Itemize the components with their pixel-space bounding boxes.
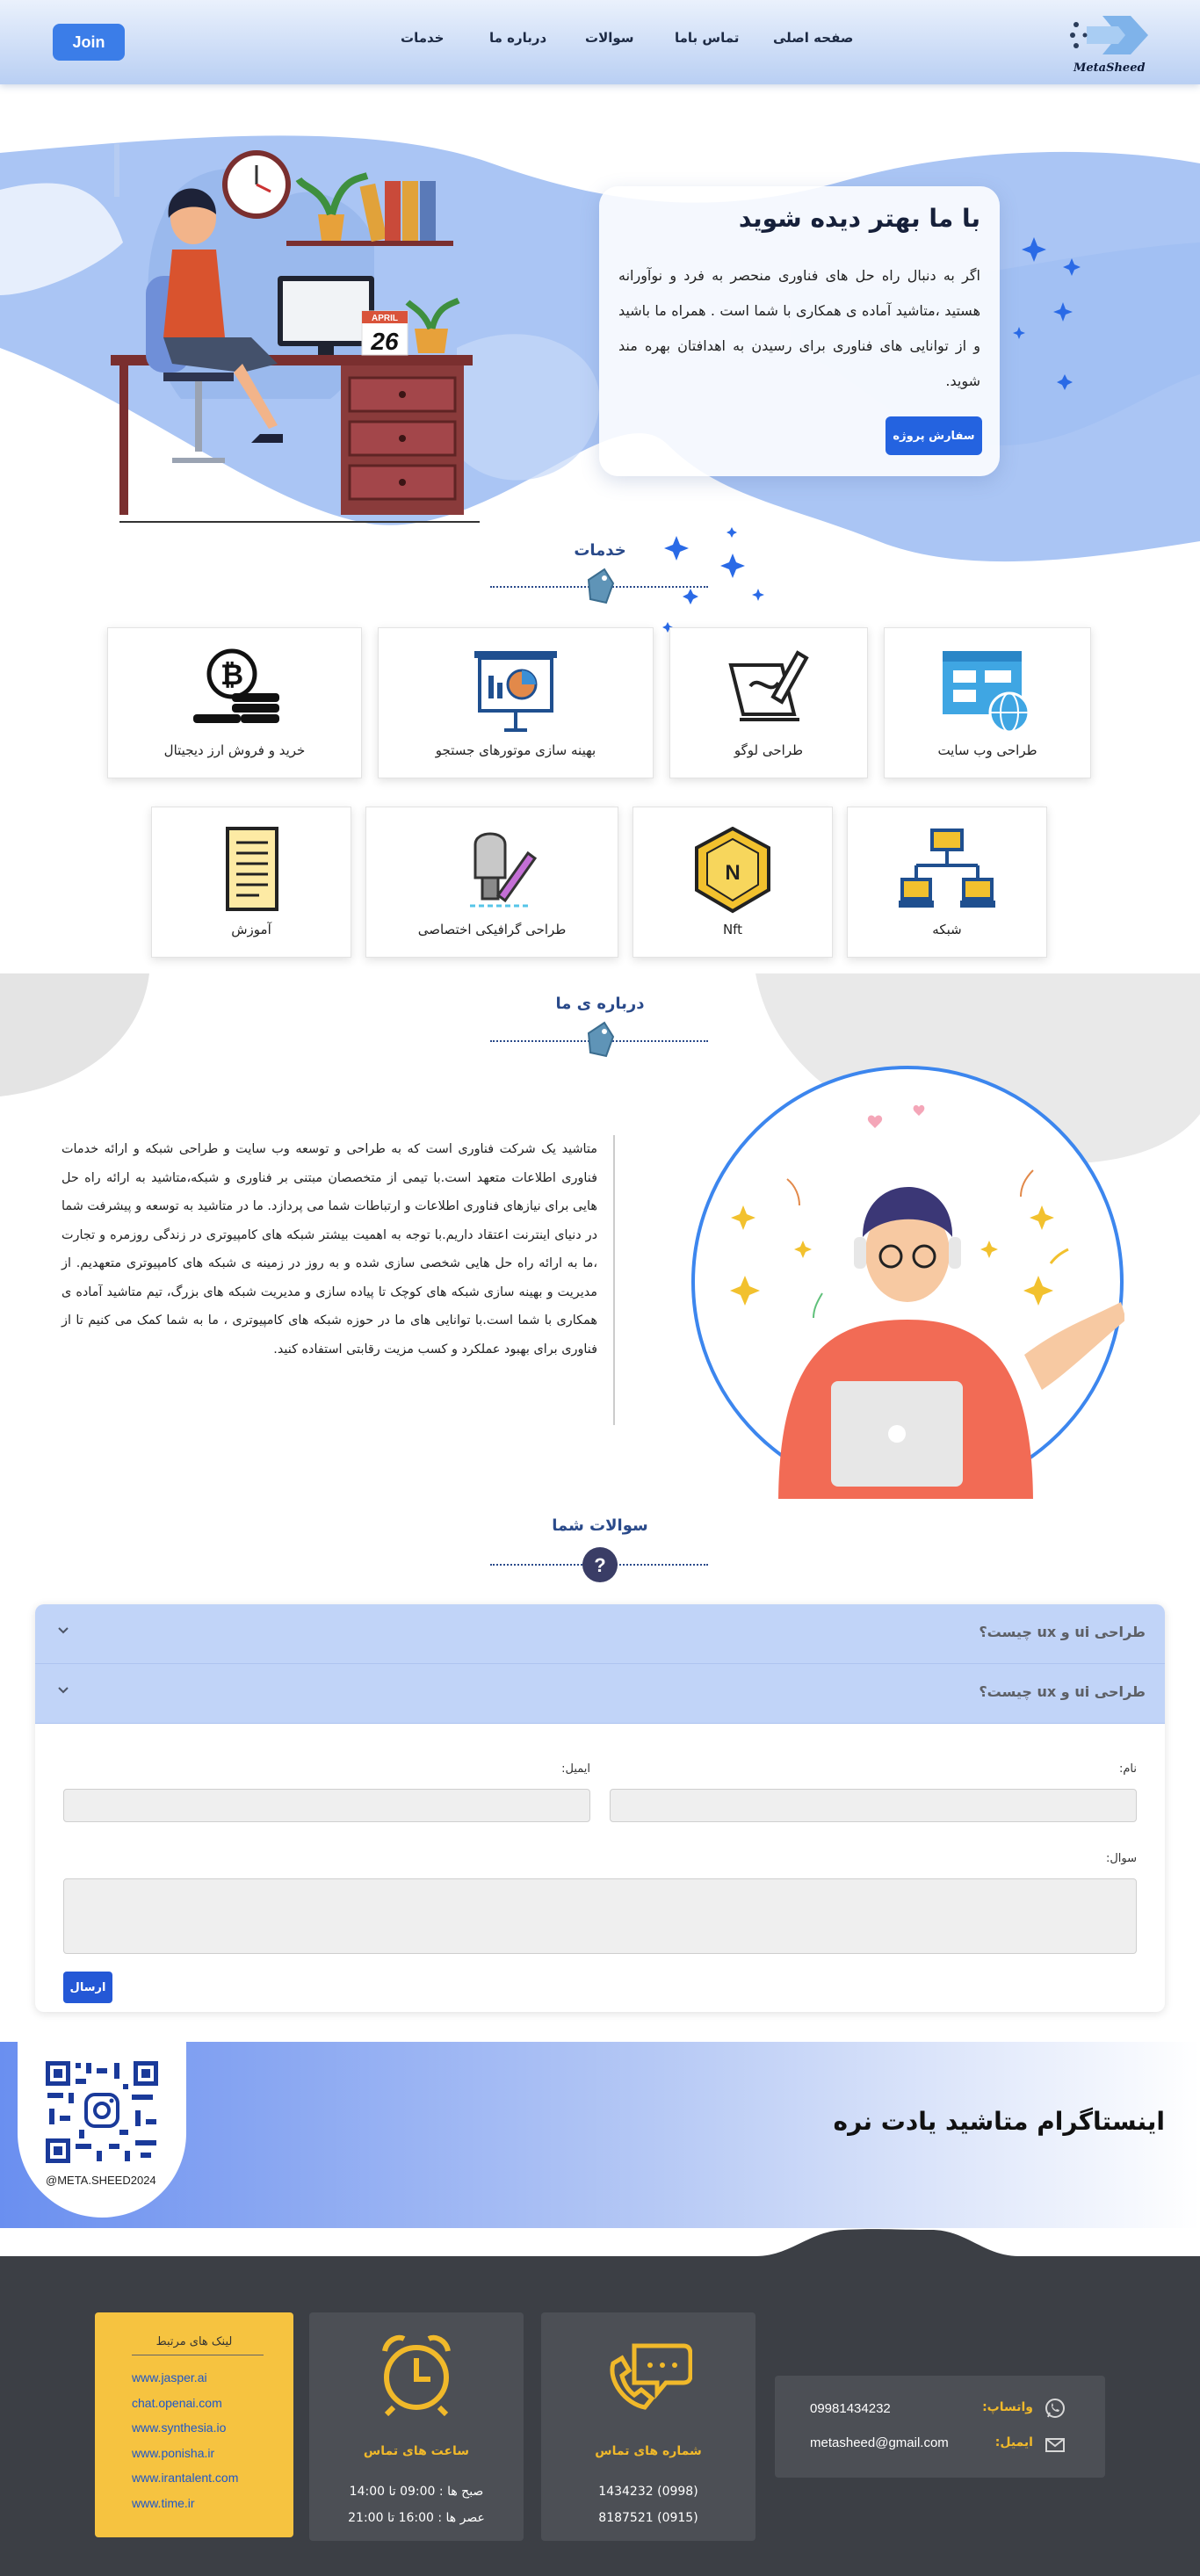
service-label: طراحی وب سایت: [937, 742, 1037, 758]
faq-panel: [35, 1604, 1165, 2012]
hero-title: با ما بهتر دیده شوید: [738, 204, 980, 233]
instagram-title: اینستاگرام متاشید یادت نره: [833, 2107, 1165, 2136]
hours-morning: صبح ها : 09:00 تا 14:00: [349, 2485, 484, 2499]
nav-contact[interactable]: تماس باما: [675, 30, 740, 46]
phone-2[interactable]: (0915) 8187521: [598, 2511, 698, 2525]
send-button[interactable]: ارسال: [63, 1972, 112, 2003]
service-label: Nft: [722, 922, 743, 937]
service-label: طراحی گرافیکی اختصاصی: [417, 922, 567, 937]
faq-question: طراحی ui و ux چیست؟: [979, 1624, 1146, 1640]
email-value[interactable]: metasheed@gmail.com: [810, 2435, 949, 2450]
svg-text:N: N: [725, 861, 741, 885]
calendar-month: APRIL: [372, 314, 398, 323]
service-card-logo-design[interactable]: [669, 627, 868, 778]
chevron-down-icon[interactable]: [54, 1622, 72, 1639]
nav-about[interactable]: درباره ما: [489, 30, 547, 46]
whatsapp-value[interactable]: 09981434232: [810, 2401, 891, 2416]
service-card-network[interactable]: [847, 807, 1047, 958]
mail-icon: [1044, 2434, 1066, 2457]
name-label: نام:: [1118, 1762, 1137, 1776]
calendar-day: 26: [371, 328, 399, 355]
qr-container: [18, 2033, 186, 2218]
seo-icon: [467, 648, 564, 735]
svg-text:₿: ₿: [220, 659, 244, 691]
hero-card: [599, 186, 1000, 476]
alarm-clock-icon: [378, 2332, 455, 2416]
nav-services[interactable]: خدمات: [401, 30, 445, 46]
service-label: شبکه: [932, 922, 962, 937]
faq-title: سوالات شما: [552, 1516, 648, 1535]
graphic-design-icon: [444, 827, 540, 915]
service-card-nft[interactable]: [633, 807, 833, 958]
service-card-crypto[interactable]: [107, 627, 362, 778]
contact-hours-box: [309, 2312, 524, 2541]
email-input[interactable]: [63, 1789, 590, 1822]
nav-home[interactable]: صفحه اصلی: [773, 30, 854, 46]
office-illustration: [111, 144, 488, 525]
web-design-icon: [939, 648, 1036, 735]
nav-faq[interactable]: سوالات: [585, 30, 634, 46]
service-label: بهینه سازی موتورهای جستجو: [435, 742, 596, 758]
logo-design-icon: [720, 648, 817, 735]
link-irantalent[interactable]: www.irantalent.com: [132, 2471, 239, 2485]
faq-item[interactable]: [35, 1664, 1165, 1724]
contact-box: [775, 2376, 1105, 2478]
about-title: درباره ی ما: [555, 995, 645, 1013]
service-card-graphic[interactable]: [365, 807, 618, 958]
link-jasper[interactable]: www.jasper.ai: [132, 2370, 207, 2384]
instagram-handle: @META.SHEED2024: [46, 2174, 156, 2187]
service-label: طراحی لوگو: [734, 742, 804, 758]
whatsapp-label: واتساپ:: [982, 2400, 1033, 2414]
hours-title: ساعت های تماس: [363, 2444, 470, 2458]
phones-title: شماره های تماس: [595, 2444, 702, 2458]
service-label: آموزش: [231, 922, 271, 937]
related-links-box: [95, 2312, 293, 2537]
logo-text: MetaSheed: [1073, 62, 1146, 75]
question-icon: [582, 1546, 618, 1583]
about-text: متاشید یک شرکت فناوری است که به طراحی و توسعه وب سایت و طراحی شبکه و ارائه خدمات فناوری اطلاعات متعهد است.با تیمی از متخصصان مبتنی بر فناوری و شبکه،متاشید به ارائه راه حل هایی برای نیازهای فناوری اطلاعات و ارتباطات شما می پردازد. ما در متاشید به توسعه و پیشرفت شما در دنیای اینترنت اعتقاد داریم.با توجه به اهمیت بیشتر شبکه های کامپیوتری در زندگی روزمره و تجارت ،ما به ارائه راه حل هایی شخصی سازی شده و به روز در زمینه ی شبکه های کامپیوتری متعهدیم. از مدیریت و بهینه سازی شبکه های کوچک تا پیاده سازی و مدیریت شبکه های بزرگ، تیم متاشید آماده ی همکاری با شما است.با توانایی های ما در حوزه شبکه های کامپیوتری ، ما به شما کمک می کنیم تا از فناوری برای بهبود عملکرد و کسب مزیت رقابتی استفاده کنید.: [61, 1142, 597, 1357]
join-button[interactable]: Join: [53, 24, 125, 61]
tag-icon: [582, 1019, 618, 1060]
service-card-seo[interactable]: [378, 627, 654, 778]
site-header: [0, 0, 1200, 84]
order-project-button[interactable]: سفارش پروژه: [886, 416, 982, 455]
about-separator: [613, 1135, 615, 1425]
bitcoin-icon: [186, 648, 283, 735]
whatsapp-icon: [1044, 2397, 1066, 2420]
hours-evening: عصر ها : 16:00 تا 21:00: [348, 2511, 485, 2525]
chevron-down-icon[interactable]: [54, 1682, 72, 1699]
nft-icon: [684, 827, 781, 915]
email-label: ایمیل:: [994, 2435, 1033, 2449]
service-card-education[interactable]: [151, 807, 351, 958]
svg-text:?: ?: [594, 1554, 606, 1576]
network-icon: [899, 827, 995, 915]
phone-1[interactable]: (0998) 1434232: [598, 2485, 698, 2499]
faq-item[interactable]: [35, 1604, 1165, 1664]
service-label: خرید و فروش ارز دیجیتال: [163, 742, 306, 758]
link-ponisha[interactable]: www.ponisha.ir: [132, 2445, 215, 2460]
question-label: سوال:: [1105, 1852, 1137, 1865]
phone-numbers-box: [541, 2312, 755, 2541]
service-card-web-design[interactable]: [884, 627, 1091, 778]
phone-chat-icon: [608, 2337, 692, 2411]
hero-text: اگر به دنبال راه حل های فناوری منحصر به فرد و نوآورانه هستید ،متاشید آماده ی همکاری با شما است . همراه ما باشید و از توانایی های فناوری برای رسیدن به اهدافتان بهره مند شوید.: [618, 267, 980, 389]
links-list: [132, 2365, 238, 2515]
services-title: خدمات: [574, 541, 626, 560]
email-label: ایمیل:: [561, 1762, 590, 1776]
link-openai[interactable]: chat.openai.com: [132, 2395, 222, 2410]
document-icon: [203, 827, 300, 915]
site-footer: [0, 2256, 1200, 2576]
faq-question: طراحی ui و ux چیست؟: [979, 1683, 1146, 1700]
links-title: لینک های مرتبط: [155, 2335, 233, 2348]
developer-illustration: [690, 1065, 1124, 1499]
instagram-band: [0, 2042, 1200, 2228]
qr-code-icon[interactable]: [44, 2059, 160, 2165]
link-synthesia[interactable]: www.synthesia.io: [132, 2420, 227, 2435]
link-time[interactable]: www.time.ir: [132, 2495, 195, 2510]
name-input[interactable]: [610, 1789, 1137, 1822]
tag-icon: [582, 566, 618, 606]
question-textarea[interactable]: [63, 1878, 1137, 1954]
